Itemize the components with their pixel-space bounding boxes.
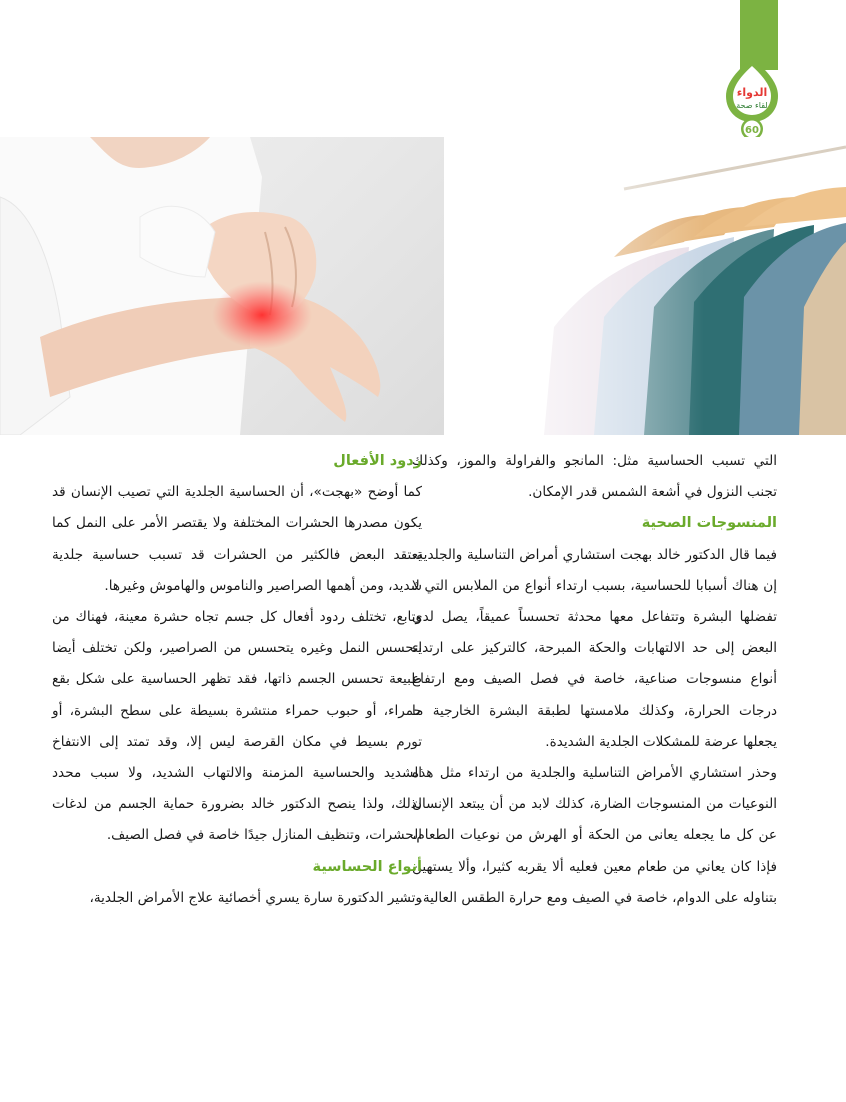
section-heading-healthy-fabrics: المنسوجات الصحية: [641, 515, 777, 532]
body-paragraph: التي تسبب الحساسية مثل: المانجو والفراولة والموز، وكذلك تجنب النزول في أشعة الشمس قدر الإمكان.: [412, 453, 777, 501]
clothes-on-hangers-photo: [444, 137, 846, 435]
body-paragraph: وتشير الدكتورة سارة يسري أخصائية علاج الأمراض الجلدية،: [89, 889, 422, 906]
hand-scratching-photo: [0, 137, 444, 435]
magazine-logo: [722, 56, 782, 144]
right-text-column: [412, 446, 777, 914]
section-heading-reactions: ردود الأفعال: [333, 453, 422, 469]
logo-subtitle-text: لقاء صحة: [736, 101, 768, 110]
left-text-column: [52, 446, 422, 914]
section-heading-allergy-types: أنواع الحساسية: [312, 858, 422, 875]
body-paragraph: وتابع، تختلف ردود أفعال كل جسم تجاه حشرة معينة، فهناك من يتحسس النمل وغيره يتحسس من الصراصير، ولكن تختلف أيضا طبيعة تحسس الجسم ذاتها، فقد تظهر الحساسية على شكل بقع حمراء، أو حبوب حمراء منتشرة بسيطة على سطح البشرة، أو تورم بسيط في مكان القرصة ليس إلا، وقد تمتد إلى الانتفاخ الشديد والحساسية المزمنة والالتهاب الشديد، ولا سبب محدد لذلك، ولذا ينصح الدكتور خالد بضرورة حماية الجسم من لدغات الحشرات، وتنظيف المنازل جيدًا خاصة في فصل الصيف.: [52, 609, 422, 844]
page-number: 60: [745, 125, 759, 136]
body-paragraph: كما أوضح «بهجت»، أن الحساسية الجلدية التي تصيب الإنسان قد يكون مصدرها الحشرات المختلفة ولا يقتصر الأمر على النمل كما يعتقد البعض فالكثير من الحشرات قد تسبب حساسية جلدية شديد، ومن أهمها الصراصير والناموس والهاموش وغيرها.: [52, 484, 422, 594]
body-paragraph: فيما قال الدكتور خالد بهجت استشاري أمراض التناسلية والجلدية، إن هناك أسبابا للحساسية، بسبب ارتداء أنواع من الملابس التي لا تفضلها البشرة وتتفاعل معها محدثة تحسساً عميقاً، يصل لدى البعض إلى حد الالتهابات والحكة المبرحة، كالتركيز على ارتداء أنواع منسوجات صناعية، خاصة في فصل الصيف ومع ارتفاع درجات الحرارة، وكذلك ملامستها لطبقة البشرة الخارجية ما يجعلها عرضة للمشكلات الجلدية الشديدة.: [412, 546, 777, 750]
body-paragraph: وحذر استشاري الأمراض التناسلية والجلدية من ارتداء مثل هذه النوعيات من المنسوجات الضارة، كذلك لابد من أن يبتعد الإنسان عن كل ما يجعله يعانى من الحكة أو الهرش من نوعيات الطعام، فإذا كان يعاني من طعام معين فعليه ألا يقربه كثيرا، وألا يستهين بتناوله على الدوام، خاصة في الصيف ومع حرارة الطقس العالية.: [412, 765, 777, 906]
logo-brand-text: الدواء: [736, 86, 768, 99]
